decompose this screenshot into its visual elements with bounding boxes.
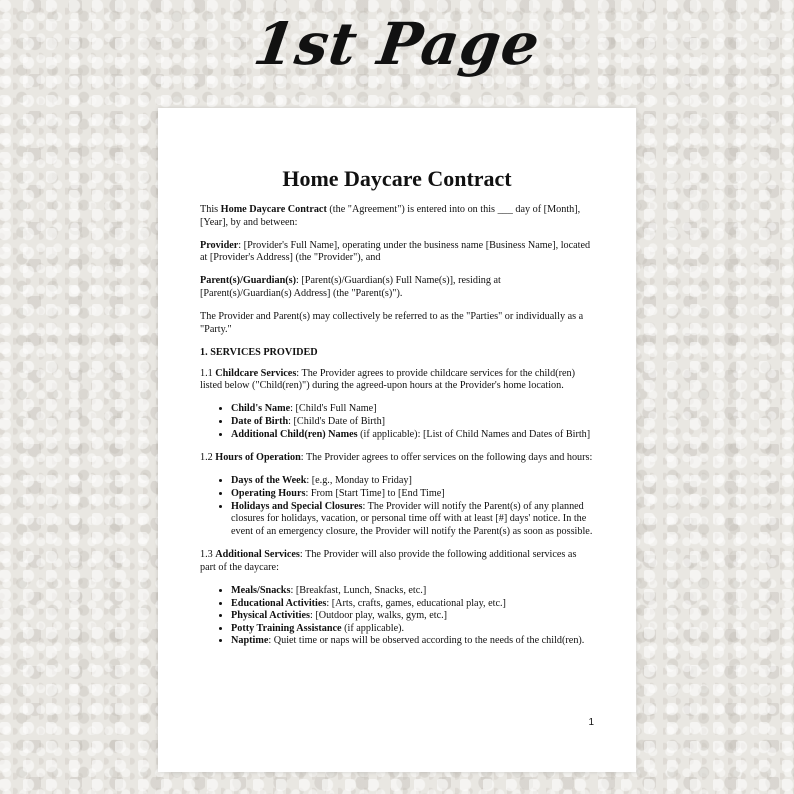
list-item-text: : [Breakfast, Lunch, Snacks, etc.] <box>290 584 427 596</box>
document-page <box>158 108 636 772</box>
children-list <box>200 403 594 441</box>
list-item-text: : [Outdoor play, walks, gym, etc.] <box>309 610 448 622</box>
list-item-text: : [Child's Full Name] <box>290 403 377 415</box>
parties-paragraph: The Provider and Parent(s) may collectively be referred to as the "Parties" or individually as a "Party." <box>200 311 584 335</box>
list-item-text: : [Arts, crafts, games, educational play, etc.] <box>326 597 506 609</box>
clause-1-2 <box>200 452 594 465</box>
list-item <box>231 475 594 488</box>
list-item-label: Date of Birth <box>231 416 289 428</box>
list-item <box>231 635 594 648</box>
services-list <box>200 585 594 648</box>
list-item-text: : [e.g., Monday to Friday] <box>306 475 412 487</box>
clause-label: Additional Services <box>215 549 300 561</box>
parent-label: Parent(s)/Guardian(s) <box>200 275 297 287</box>
clause-1-1 <box>200 368 594 393</box>
clause-number: 1.3 <box>200 549 216 561</box>
parent-paragraph <box>200 275 594 300</box>
list-item-label: Physical Activities <box>231 610 310 622</box>
list-item-label: Child's Name <box>231 403 291 415</box>
clause-text: : The Provider agrees to provide childcare services for the child(ren) listed below ("Child(ren)") during the agreed-upon hours at the Provider's home location. <box>200 367 576 392</box>
intro-bold: Home Daycare Contract <box>220 204 327 215</box>
list-item <box>231 429 594 442</box>
intro-pre: This <box>200 204 221 215</box>
list-item-label: Additional Child(ren) Names <box>231 428 358 440</box>
list-item-text: : Quiet time or naps will be observed according to the needs of the child(ren). <box>268 635 585 647</box>
document-title: Home Daycare Contract <box>282 166 512 191</box>
clause-label: Hours of Operation <box>215 452 301 464</box>
list-item <box>231 623 594 636</box>
list-item <box>231 610 594 623</box>
provider-label: Provider <box>200 239 239 251</box>
clause-text: : The Provider will also provide the following additional services as part of the daycare: <box>200 549 577 573</box>
parent-text: : [Parent(s)/Guardian(s) Full Name(s)], residing at [Parent(s)/Guardian(s) Address] (the "Parent(s)"). <box>200 275 501 299</box>
list-item-label: Days of the Week <box>231 475 307 487</box>
provider-paragraph <box>200 240 594 265</box>
list-item-label: Meals/Snacks <box>231 584 291 596</box>
list-item-text: : The Provider will notify the Parent(s) of any planned closures for holidays, vacation, or personal time off with at least [#] days' notice. In the event of an emergency closure, the Provider will notify the Parent(s) as soon as possible. <box>231 500 593 537</box>
list-item-text: : [Child's Date of Birth] <box>288 416 386 428</box>
list-item <box>231 403 594 416</box>
list-item <box>231 585 594 598</box>
list-item-text: : From [Start Time] to [End Time] <box>305 487 445 499</box>
clause-number: 1.1 <box>200 367 216 379</box>
clause-number: 1.2 <box>200 452 216 464</box>
list-item-label: Naptime <box>231 635 269 647</box>
list-item <box>231 598 594 611</box>
clause-label: Childcare Services <box>215 367 297 379</box>
list-item <box>231 416 594 429</box>
list-item-text: (if applicable). <box>341 622 405 634</box>
hours-list <box>200 475 594 538</box>
intro-paragraph <box>200 204 594 229</box>
intro-post: (the "Agreement") is entered into on this ___ day of [Month], [Year], by and between: <box>200 204 581 228</box>
list-item-label: Educational Activities <box>231 597 327 609</box>
headline-title: 1st Page <box>249 10 545 78</box>
provider-text: : [Provider's Full Name], operating under the business name [Business Name], located at [Provider's Address] (the "Provider"), and <box>200 239 591 264</box>
list-item <box>231 488 594 501</box>
list-item <box>231 501 594 539</box>
list-item-label: Holidays and Special Closures <box>231 500 363 512</box>
page-number: 1 <box>588 717 594 728</box>
section-heading-services: 1. SERVICES PROVIDED <box>200 346 318 358</box>
clause-text: : The Provider agrees to offer services on the following days and hours: <box>300 452 593 464</box>
list-item-label: Potty Training Assistance <box>231 622 342 634</box>
list-item-text: (if applicable): [List of Child Names and Dates of Birth] <box>357 428 591 440</box>
list-item-label: Operating Hours <box>231 487 306 499</box>
clause-1-3 <box>200 549 594 574</box>
